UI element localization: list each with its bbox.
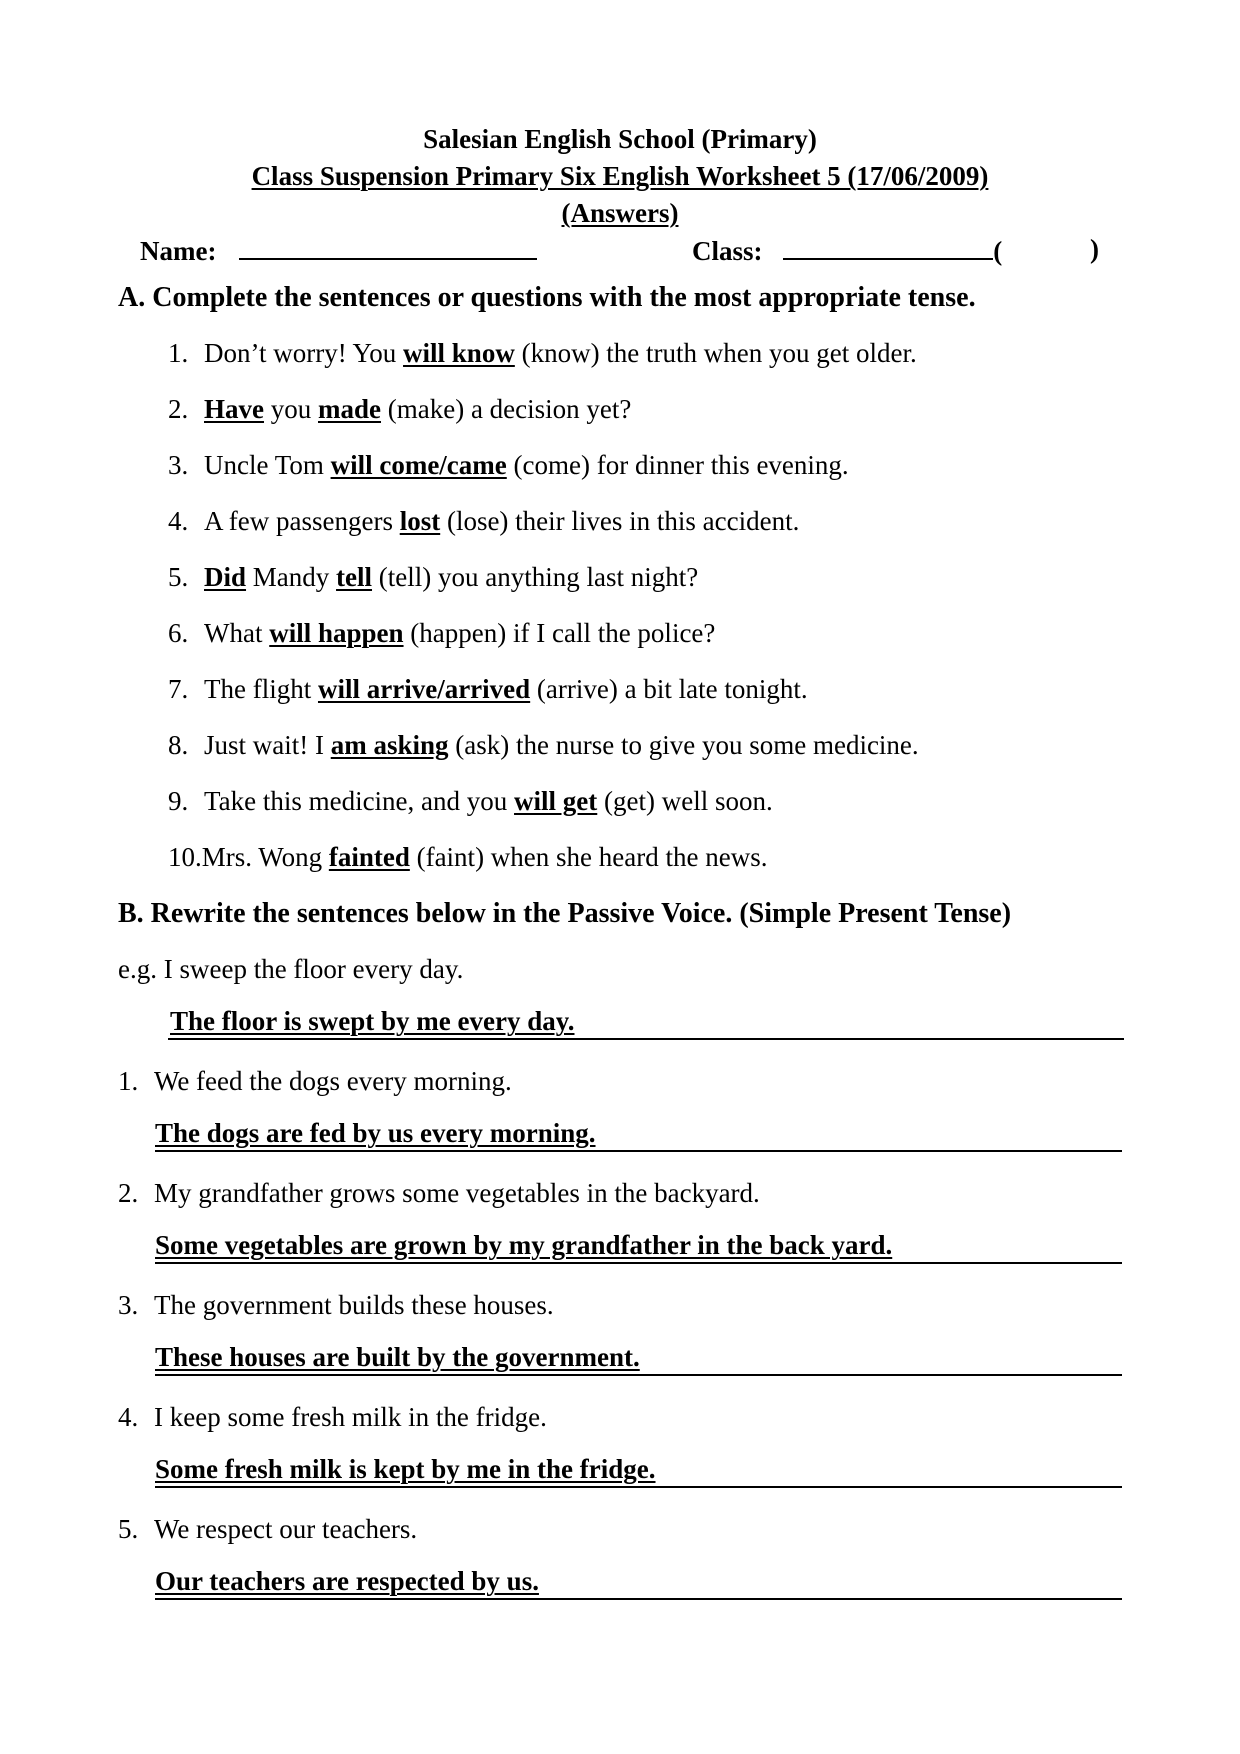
school-name: Salesian English School (Primary): [423, 124, 817, 154]
item-number: 3.: [168, 450, 189, 480]
answer-line: These houses are built by the government.: [155, 1340, 1122, 1376]
answer: will know: [403, 338, 515, 368]
list-item: 4. A few passengers lost (lose) their lives in this accident.: [168, 506, 800, 536]
list-item: [118, 1514, 417, 1545]
answer-line: Some fresh milk is kept by me in the fridge.: [155, 1452, 1122, 1488]
item-number: 9.: [168, 786, 189, 816]
item-number: 2.: [168, 394, 189, 424]
item-number: 10.: [168, 842, 202, 872]
item-number: 4.: [118, 1402, 139, 1432]
item-number: 2.: [118, 1178, 139, 1208]
item-number: 7.: [168, 674, 189, 704]
example-answer: The floor is swept by me every day.: [168, 1004, 1124, 1040]
name-blank: [239, 234, 537, 260]
section-a-title: A. Complete the sentences or questions with the most appropriate tense.: [118, 282, 976, 313]
item-number: 8.: [168, 730, 189, 760]
list-item: 9. Take this medicine, and you will get (get) well soon.: [168, 786, 773, 816]
list-item: 7. The flight will arrive/arrived (arrive) a bit late tonight.: [168, 674, 808, 704]
name-label: Name:: [140, 236, 217, 266]
question: We feed the dogs every morning.: [154, 1066, 512, 1096]
example-sentence: e.g. I sweep the floor every day.: [118, 954, 464, 984]
list-item: 10.Mrs. Wong fainted (faint) when she heard the news.: [168, 842, 768, 872]
worksheet-title: Class Suspension Primary Six English Worksheet 5 (17/06/2009): [251, 161, 989, 191]
answer: Did: [204, 562, 247, 592]
name-row: [140, 234, 537, 267]
answer: am asking: [330, 730, 449, 760]
list-item: 5. Did Mandy tell (tell) you anything last night?: [168, 562, 699, 592]
answer-line: Some vegetables are grown by my grandfather in the back yard.: [155, 1228, 1122, 1264]
list-item: 1. Don’t worry! You will know (know) the truth when you get older.: [168, 338, 917, 368]
list-item: [118, 1178, 760, 1209]
item-number: 4.: [168, 506, 189, 536]
list-item: [118, 1402, 547, 1433]
list-item: 6. What will happen (happen) if I call the police?: [168, 618, 716, 648]
class-blank: [783, 234, 993, 260]
section-b-title: B. Rewrite the sentences below in the Passive Voice. (Simple Present Tense): [118, 898, 1012, 929]
answer: Have: [204, 394, 264, 424]
item-number: 5.: [118, 1514, 139, 1544]
question: The government builds these houses.: [154, 1290, 554, 1320]
answer: tell: [336, 562, 373, 592]
item-number: 6.: [168, 618, 189, 648]
item-number: 5.: [168, 562, 189, 592]
answers-label: (Answers): [561, 198, 679, 228]
answer-line: The dogs are fed by us every morning.: [155, 1116, 1122, 1152]
item-number: 1.: [118, 1066, 139, 1096]
answer: will get: [514, 786, 598, 816]
class-label: Class:: [692, 236, 763, 266]
register-paren-open: (: [993, 236, 1003, 266]
list-item: 3. Uncle Tom will come/came (come) for dinner this evening.: [168, 450, 849, 480]
answer: will come/came: [330, 450, 507, 480]
class-row: [692, 234, 1002, 267]
answer: made: [318, 394, 381, 424]
answer: will happen: [269, 618, 404, 648]
question: My grandfather grows some vegetables in the backyard.: [154, 1178, 760, 1208]
list-item: [118, 1066, 512, 1097]
answer: fainted: [328, 842, 410, 872]
register-paren-close: ): [1090, 234, 1099, 264]
list-item: [118, 1290, 554, 1321]
list-item: 2. Have you made (make) a decision yet?: [168, 394, 632, 424]
item-number: 3.: [118, 1290, 139, 1320]
answer: will arrive/arrived: [317, 674, 531, 704]
question: I keep some fresh milk in the fridge.: [154, 1402, 547, 1432]
question: We respect our teachers.: [154, 1514, 418, 1544]
item-number: 1.: [168, 338, 189, 368]
answer: lost: [399, 506, 441, 536]
list-item: 8. Just wait! I am asking (ask) the nurse to give you some medicine.: [168, 730, 919, 760]
answer-line: Our teachers are respected by us.: [155, 1564, 1122, 1600]
